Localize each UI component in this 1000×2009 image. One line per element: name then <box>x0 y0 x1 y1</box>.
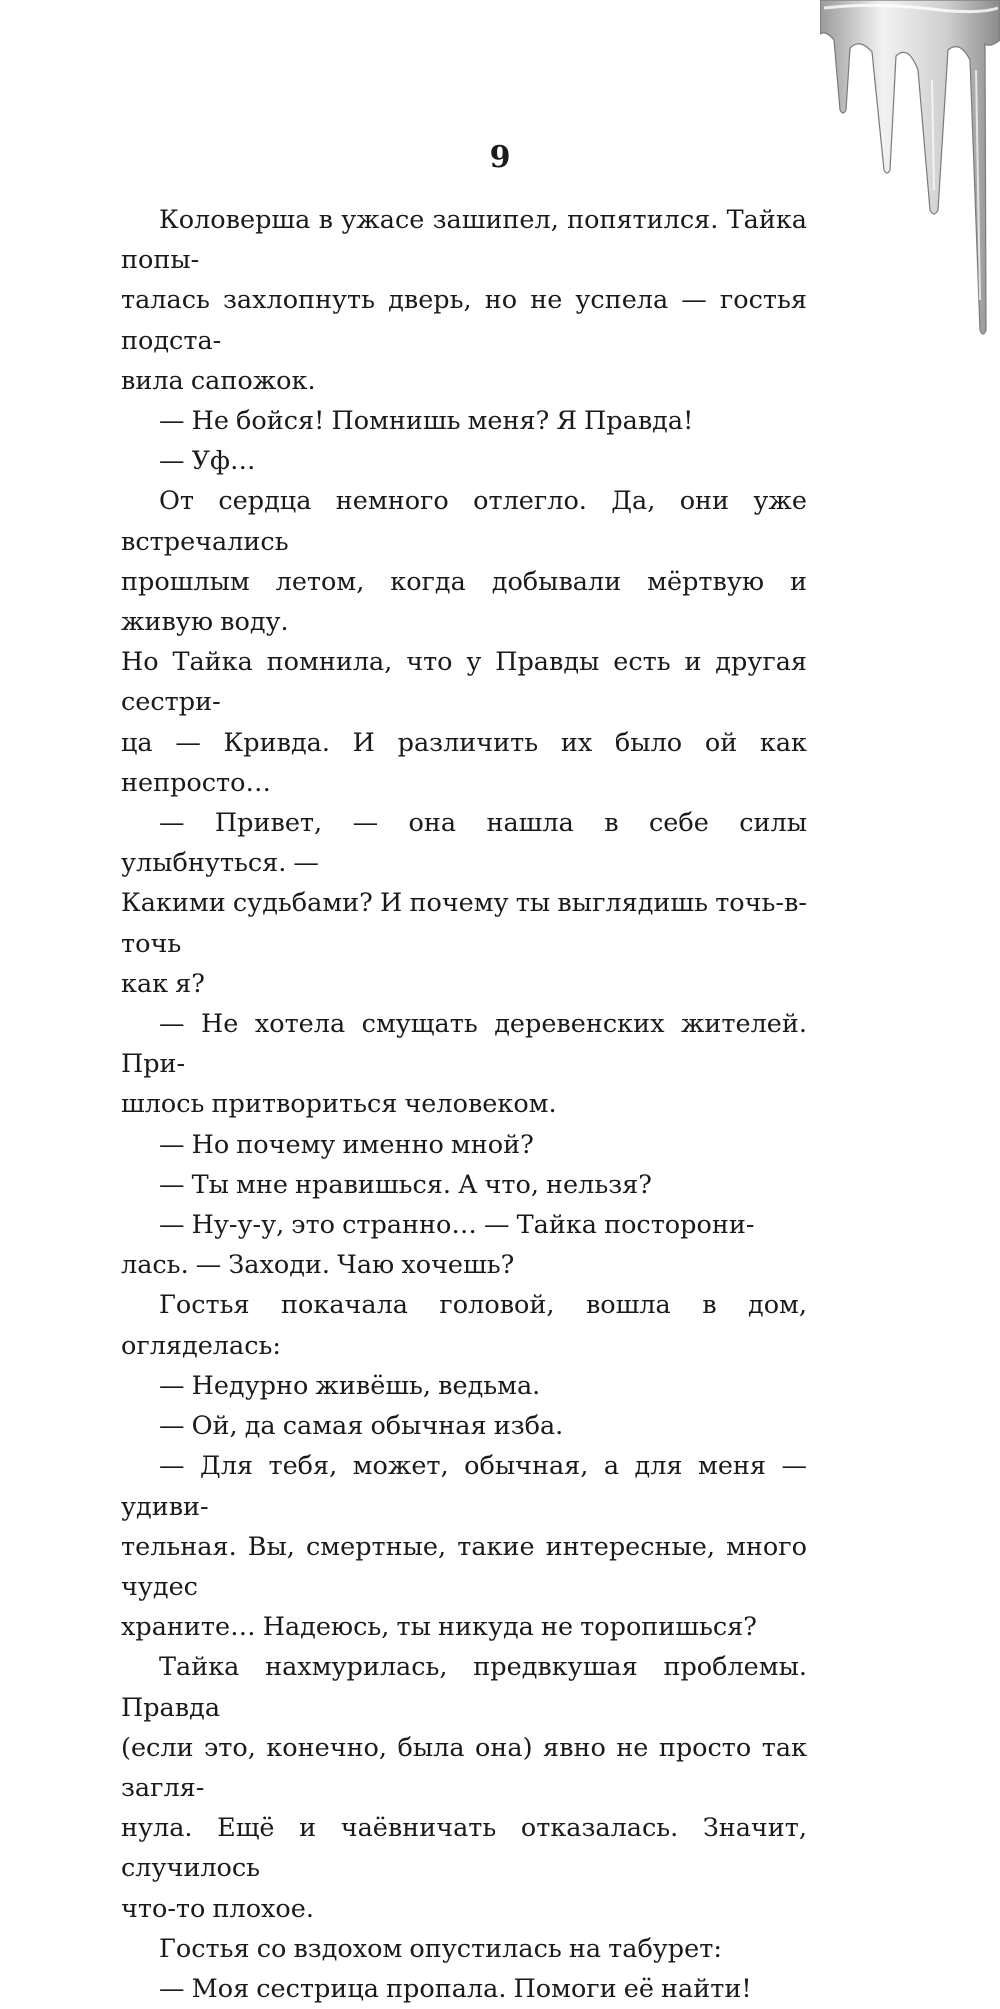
paragraph: — Привет, — она нашла в себе силы улыбнуться. — Какими судьбами? И почему ты выглядишь точь-в-точь как я? <box>121 808 807 999</box>
paragraph: — Ой, да самая обычная изба. <box>159 1411 564 1442</box>
paragraph: Тайка нахмурилась, предвкушая проблемы. Правда (если это, конечно, была она) явно не просто так загля- нула. Ещё и чаёвничать отказалась. Значит, случилось что-то плохое. <box>121 1652 807 1924</box>
paragraph: — Но почему именно мной? <box>159 1129 534 1160</box>
paragraph: Гостья покачала головой, вошла в дом, огляделась: <box>121 1290 807 1361</box>
paragraph: — Для тебя, может, обычная, а для меня — удиви- тельная. Вы, смертные, такие интересные, много чудес храните… Надеюсь, ты никуда не торопишься? <box>121 1451 807 1643</box>
paragraph: — Не бойся! Помнишь меня? Я Правда! <box>159 406 694 437</box>
paragraph: — Ну-у-у, это странно… — Тайка посторони- лась. — Заходи. Чаю хочешь? <box>121 1210 755 1281</box>
paragraph: От сердца немного отлегло. Да, они уже встречались прошлым летом, когда добывали мёртвую и живую воду. Но Тайка помнила, что у Правды есть и другая сестри- ца — Кривда. И различить их было ой как непросто… <box>121 486 807 798</box>
paragraph: — Уф… <box>159 446 256 477</box>
paragraph: — Моя сестрица пропала. Помоги её найти! <box>159 1973 752 2004</box>
paragraph: — Недурно живёшь, ведьма. <box>159 1370 541 1401</box>
body-text <box>121 200 807 2009</box>
paragraph: Гостья со вздохом опустилась на табурет: <box>159 1933 722 1964</box>
paragraph: — Не хотела смущать деревенских жителей. При- шлось притвориться человеком. <box>121 1009 807 1120</box>
paragraph: — Ты мне нравишься. А что, нельзя? <box>159 1169 652 1200</box>
page-number: 9 <box>489 140 511 175</box>
paragraph: Коловерша в ужасе зашипел, попятился. Тайка попы- талась захлопнуть дверь, но не успела — гостья подста- вила сапожок. <box>121 205 807 396</box>
